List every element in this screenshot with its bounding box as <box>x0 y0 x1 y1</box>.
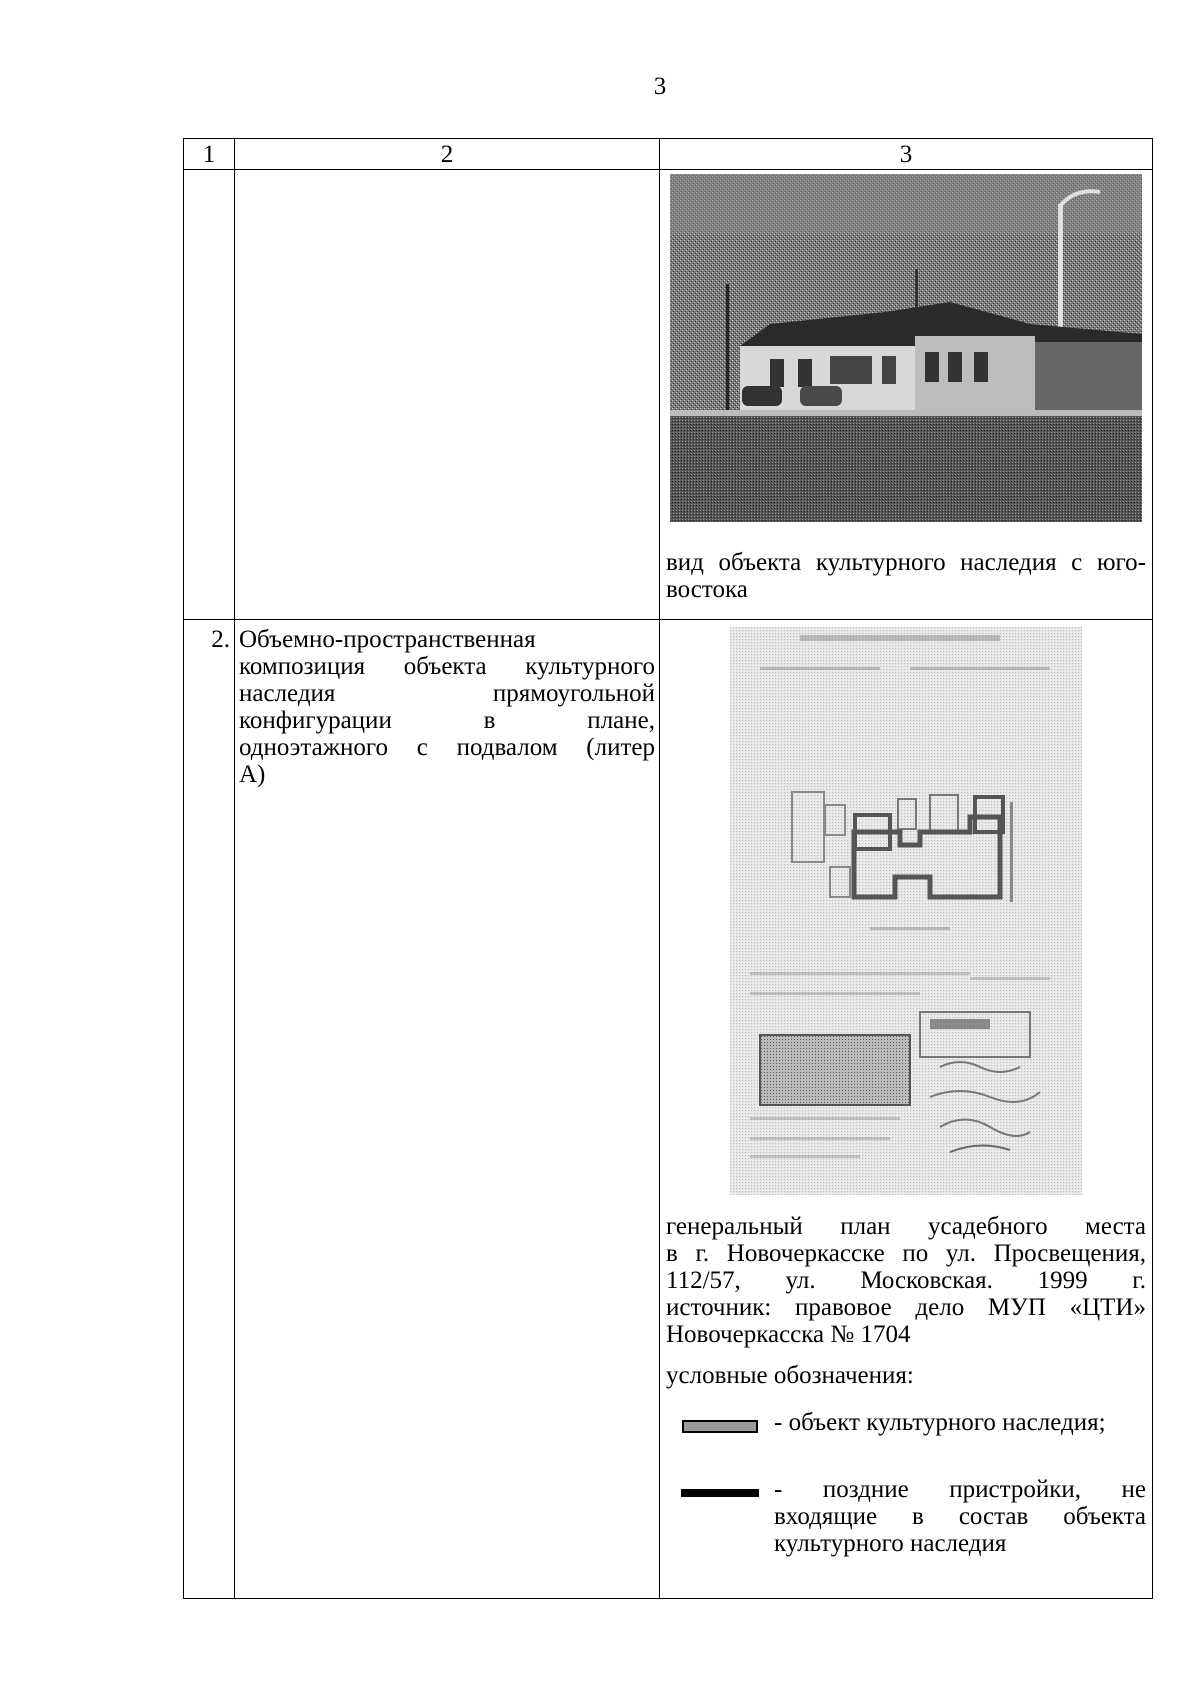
photo-caption: вид объекта культурного наследия с юго-востока <box>666 549 1146 603</box>
legend-item <box>666 1476 1146 1557</box>
site-plan-scan <box>730 627 1082 1195</box>
legend-item <box>666 1409 1146 1436</box>
plan-caption <box>666 1213 1146 1348</box>
plan-caption-line: источник: правовое дело МУП «ЦТИ» <box>666 1294 1146 1321</box>
legend-swatch-late-additions <box>681 1489 759 1497</box>
description-line: А) <box>239 761 266 788</box>
description-line: композиция объекта культурного <box>239 653 655 680</box>
row-number <box>184 170 235 620</box>
plan-caption-line: Новочеркасска № 1704 <box>666 1321 911 1348</box>
heritage-table <box>183 138 1153 1599</box>
column-header-2: 2 <box>235 139 660 170</box>
column-header-3: 3 <box>660 139 1153 170</box>
legend-text-line: входящие в состав объекта <box>774 1503 1146 1530</box>
column-header-1: 1 <box>184 139 235 170</box>
legend-title: условные обозначения: <box>666 1362 914 1389</box>
image-cell <box>660 620 1153 1599</box>
row-description <box>235 620 660 1599</box>
legend-text: - объект культурного наследия; <box>774 1409 1106 1436</box>
legend-swatch-heritage <box>682 1420 758 1433</box>
plan-caption-line: генеральный план усадебного места <box>666 1213 1146 1240</box>
description-line: Объемно-пространственная <box>239 626 536 653</box>
description-line: конфигурации в плане, <box>239 707 655 734</box>
plan-caption-line: в г. Новочеркасске по ул. Просвещения, <box>666 1240 1146 1267</box>
building-photo <box>670 174 1142 522</box>
legend-text-line: - поздние пристройки, не <box>774 1476 1146 1503</box>
legend-text-line: культурного наследия <box>774 1530 1007 1557</box>
legend-text <box>774 1476 1146 1557</box>
plan-caption-line: 112/57, ул. Московская. 1999 г. <box>666 1267 1146 1294</box>
table-header-row <box>184 139 1153 170</box>
description-line: одноэтажного с подвалом (литер <box>239 734 655 761</box>
row-description <box>235 170 660 620</box>
table-row <box>184 620 1153 1599</box>
description-line: наследия прямоугольной <box>239 680 655 707</box>
page-number: 3 <box>653 73 667 100</box>
row-number: 2. <box>184 620 235 1599</box>
table-row <box>184 170 1153 620</box>
image-cell <box>660 170 1153 620</box>
